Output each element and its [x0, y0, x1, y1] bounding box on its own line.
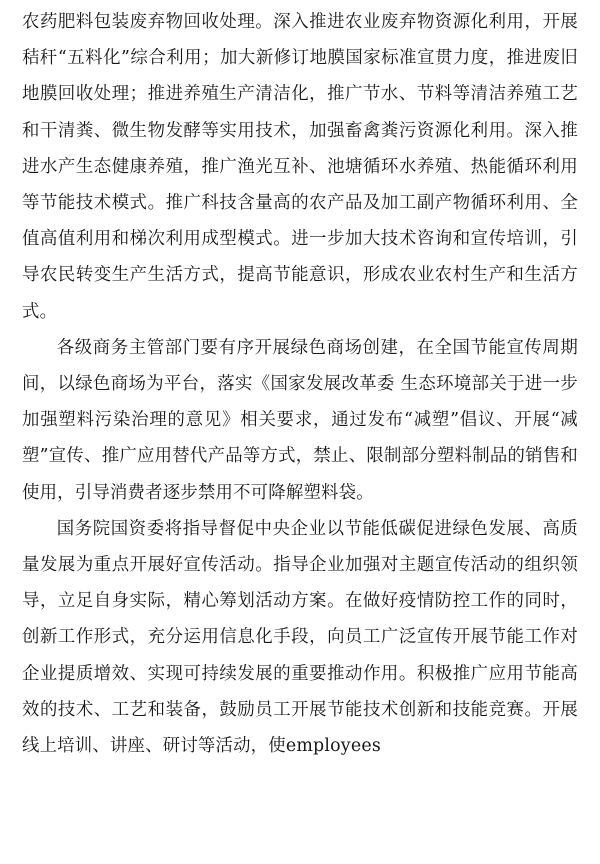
- paragraph-1: 农药肥料包装废弃物回收处理。深入推进农业废弃物资源化利用，开展秸秆“五料化”综合利用；加大新修订地膜国家标准宣贯力度，推进废旧地膜回收处理；推进养殖生产清洁化，推广节水、节料等清洁养殖工艺和干清粪、微生物发酵等实用技术，加强畜禽粪污资源化利用。深入推进水产生态健康养殖，推广渔光互补、池塘循环水养殖、热能循环利用等节能技术模式。推广科技含量高的农产品及加工副产物循环利用、全值高值利用和梯次利用成型模式。进一步加大技术咨询和宣传培训，引导农民转变生产生活方式，提高节能意识，形成农业农村生产和生活方式。: [22, 12, 578, 322]
- paragraph-3: 国务院国资委将指导督促中央企业以节能低碳促进绿色发展、高质量发展为重点开展好宣传活动。指导企业加强对主题宣传活动的组织领导，立足自身实际，精心筹划活动方案。在做好疫情防控工作的同时，创新工作形式，充分运用信息化手段，向员工广泛宣传开展节能工作对企业提质增效、实现可持续发展的重要推动作用。积极推广应用节能高效的技术、工艺和装备，鼓励员工开展节能技术创新和技能竞赛。开展线上培训、讲座、研讨等活动，使employees: [22, 518, 578, 757]
- paragraph-2: 各级商务主管部门要有序开展绿色商场创建，在全国节能宣传周期间，以绿色商场为平台，落实《国家发展改革委 生态环境部关于进一步加强塑料污染治理的意见》相关要求，通过发布“减塑”倡议、开展“减塑”宣传、推广应用替代产品等方式，禁止、限制部分塑料制品的销售和使用，引导消费者逐步禁用不可降解塑料袋。: [22, 337, 578, 503]
